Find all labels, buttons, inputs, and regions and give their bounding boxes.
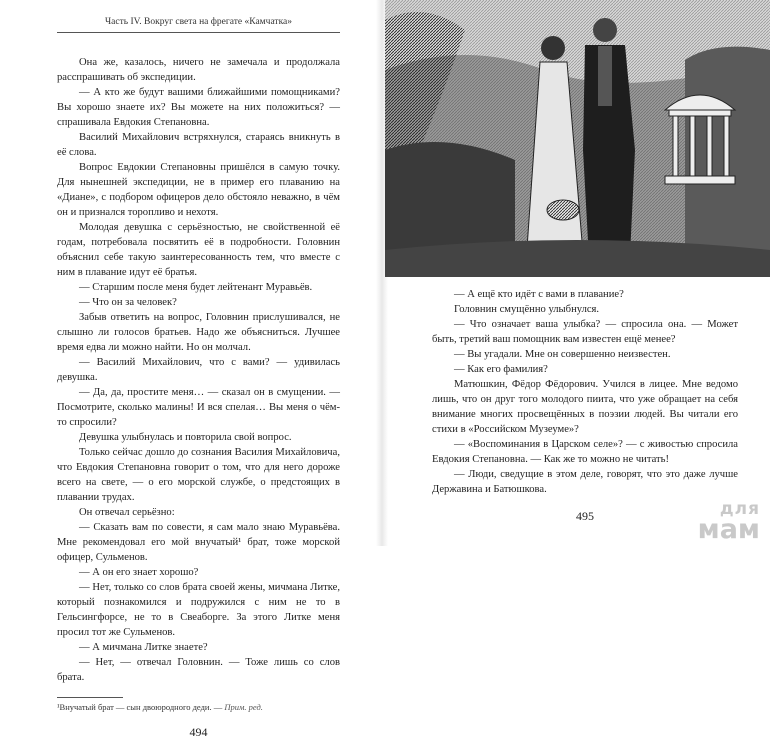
paragraph: Девушка улыбнулась и повторила свой вопрос. <box>79 432 292 443</box>
paragraph: — А он его знает хорошо? <box>79 567 199 578</box>
watermark-logo <box>697 499 760 545</box>
couple-in-park-illustration <box>385 0 770 277</box>
paragraph: Василий Михайлович встряхнулся, стараясь вникнуть в её слова. <box>57 132 340 158</box>
paragraph: Молодая девушка с серьёзностью, не свойственной её годам, потребовала посвятить её в подробности. Головнин объяснил себе такую заинтересованность тем, что вместе с ним в плавание идут её братья. <box>57 222 340 278</box>
right-body-text <box>432 287 738 497</box>
paragraph: — А мичмана Литке знаете? <box>79 642 208 653</box>
paragraph: — А кто же будут вашими ближайшими помощниками? Вы хорошо знаете их? Вы можете на них положиться? — спрашивала Евдокия Степановна. <box>57 87 340 128</box>
paragraph: — Вы угадали. Мне он совершенно неизвестен. <box>454 349 671 360</box>
paragraph: — «Воспоминания в Царском селе»? — с живостью спросила Евдокия Степановна. — Как же то можно не читать! <box>432 439 738 465</box>
engraving-illustration <box>385 0 770 277</box>
paragraph: — Старшим после меня будет лейтенант Муравьёв. <box>79 282 313 293</box>
paragraph: Вопрос Евдокии Степановны пришёлся в самую точку. Для нынешней экспедиции, не в пример его плаванию на «Диане», с подбором офицеров дело обстояло неважно, в чём он и признался торопливо и нехотя. <box>57 162 340 218</box>
watermark-line2: мам <box>697 513 760 545</box>
paragraph: Матюшкин, Фёдор Фёдорович. Учился в лицее. Мне ведомо лишь, что он друг того молодого пиита, что уже обращает на себя внимание многих просвещённых в поэзии людей. Вы читали его стихи в «Российском Музеуме»? <box>432 379 738 435</box>
paragraph: — Сказать вам по совести, я сам мало знаю Муравьёва. Мне рекомендовал его мой внучатый¹ брат, тоже морской офицер, Сульменов. <box>57 522 340 563</box>
paragraph: — Василий Михайлович, что с вами? — удивилась девушка. <box>57 357 340 383</box>
footnote-text: ¹Внучатый брат — сын двоюродного деди. — <box>57 702 225 712</box>
paragraph: — Как его фамилия? <box>454 364 548 375</box>
left-body-text <box>57 55 340 685</box>
page-number-right: 495 <box>576 509 594 523</box>
paragraph: — Что означает ваша улыбка? — спросила она. — Может быть, третий ваш помощник вам известен ещё менее? <box>432 319 738 345</box>
paragraph: Только сейчас дошло до сознания Василия Михайловича, что Евдокия Степановна говорит о том, что для него дороже всего на свете, — о его морской службе, о предстоящих в плавании трудах. <box>57 447 340 503</box>
footnote-note: Прим. ред. <box>224 702 263 712</box>
watermark-line1: для <box>719 499 760 520</box>
footnote-divider <box>57 697 123 698</box>
paragraph: Он отвечал серьёзно: <box>79 507 175 518</box>
paragraph: — Да, да, простите меня… — сказал он в смущении. — Посмотрите, сколько малины! И вся спелая… Вы меня о чём-то спросили? <box>57 387 340 428</box>
paragraph: — Что он за человек? <box>79 297 177 308</box>
paragraph: Забыв ответить на вопрос, Головнин прислушивался, не слышно ли голосов братьев. Надо же объясниться. Лучшее время едва ли можно найти. Но он молчал. <box>57 312 340 353</box>
paragraph: Головнин смущённо улыбнулся. <box>454 304 600 315</box>
page-number-left: 494 <box>189 725 208 739</box>
paragraph: Она же, казалось, ничего не замечала и продолжала расспрашивать об экспедиции. <box>57 57 340 83</box>
paragraph: — Нет, — отвечал Головнин. — Тоже лишь со слов брата. <box>57 657 340 683</box>
paragraph: — Нет, только со слов брата своей жены, мичмана Литке, который познакомился и подружился с ним не то в Гельсингфорсе, не то в Свеаборге. За этого Литке меня просил тот же Сульменов. <box>57 582 340 638</box>
right-page <box>385 0 770 546</box>
running-head: Часть IV. Вокруг света на фрегате «Камчатка» <box>57 16 340 33</box>
footnote <box>57 702 340 713</box>
paragraph: — А ещё кто идёт с вами в плавание? <box>454 289 624 300</box>
paragraph: — Люди, сведущие в этом деле, говорят, что это даже лучше Державина и Батюшкова. <box>432 469 738 495</box>
